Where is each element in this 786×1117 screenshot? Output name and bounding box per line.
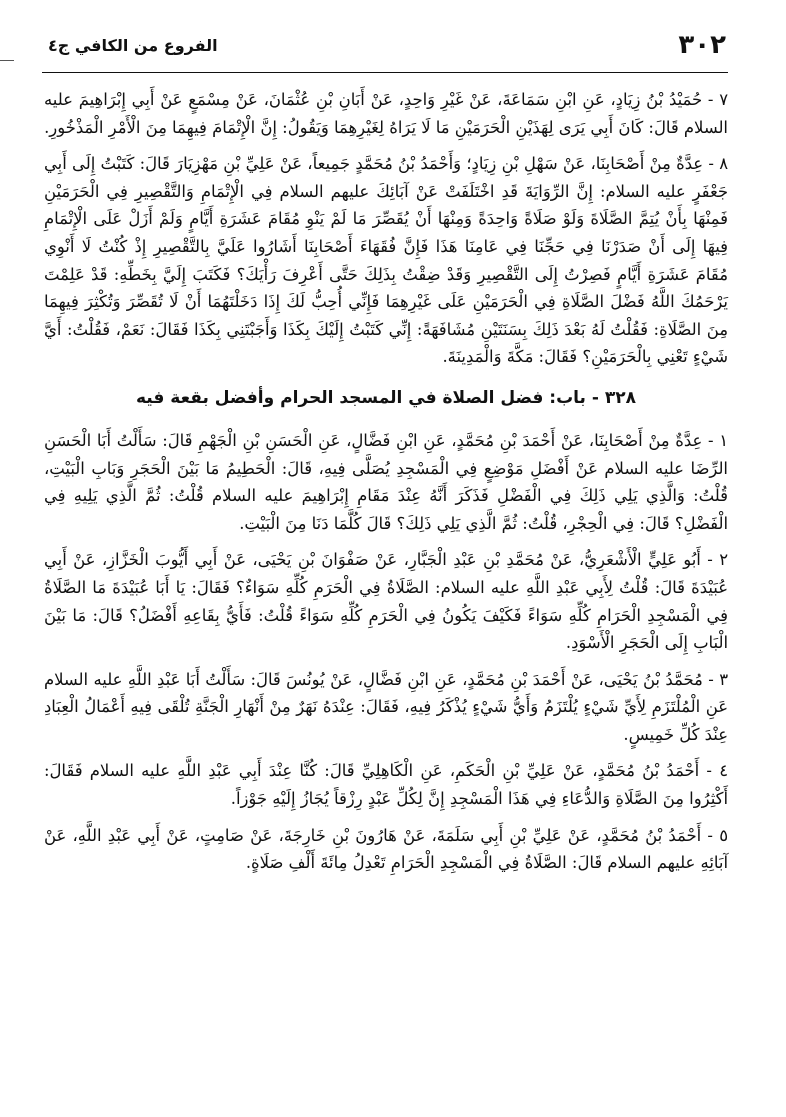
running-title: الفروع من الكافي ج٤ xyxy=(48,36,218,55)
hadith-paragraph-3: ٣ - مُحَمَّدُ بْنُ يَحْيَى، عَنْ أَحْمَدَ بْنِ مُحَمَّدٍ، عَنِ ابْنِ فَضَّالٍ، عَنْ يُونُسَ قَالَ: سَأَلْتُ أَبَا عَبْدِ اللَّهِ عليه السلام عَنِ الْمُلْتَزَمِ لِأَيِّ شَيْءٍ يُلْتَزَمُ وَأَيُّ شَيْءٍ يُذْكَرُ فِيهِ، فَقَالَ: عِنْدَهُ نَهَرٌ مِنْ أَنْهَارِ الْجَنَّةِ تُلْقَى فِيهِ أَعْمَالُ الْعِبَادِ عِنْدَ كُلِّ خَمِيسٍ. xyxy=(44,669,728,744)
header-rule xyxy=(42,72,728,73)
hadith-paragraph-4: ٤ - أَحْمَدُ بْنُ مُحَمَّدٍ، عَنْ عَلِيِّ بْنِ الْحَكَمِ، عَنِ الْكَاهِلِيِّ قَالَ: كُنَّا عِنْدَ أَبِي عَبْدِ اللَّهِ عليه السلام فَقَالَ: أَكْثِرُوا مِنَ الصَّلَاةِ وَالدُّعَاءِ فِي هَذَا الْمَسْجِدِ إِنَّ لِكُلِّ عَبْدٍ رِزْقاً يُجَازُ إِلَيْهِ جَوْزاً. xyxy=(44,761,728,809)
page-header xyxy=(48,28,726,68)
hadith-paragraph-8: ٨ - عِدَّةٌ مِنْ أَصْحَابِنَا، عَنْ سَهْلِ بْنِ زِيَادٍ؛ وَأَحْمَدُ بْنُ مُحَمَّدٍ جَمِيعاً، عَنْ عَلِيِّ بْنِ مَهْزِيَارَ قَالَ: كَتَبْتُ إِلَى أَبِي جَعْفَرٍ عليه السلام: إِنَّ الرِّوَايَةَ قَدِ اخْتَلَفَتْ عَنْ آبَائِكَ عليهم السلام فِي الْإِتْمَامِ وَالتَّقْصِيرِ فِي الْحَرَمَيْنِ فَمِنْهَا بِأَنْ يُتِمَّ الصَّلَاةَ وَلَوْ صَلَاةً وَاحِدَةً وَمِنْهَا أَنْ يُقَصِّرَ مَا لَمْ يَنْوِ مُقَامَ عَشَرَةِ أَيَّامٍ وَلَمْ أَزَلْ عَلَى الْإِتْمَامِ فِيهَا إِلَى أَنْ صَدَرْنَا فِي حَجِّنَا فِي عَامِنَا هَذَا فَإِنَّ فُقَهَاءَ أَصْحَابِنَا أَشَارُوا عَلَيَّ بِالتَّقْصِيرِ إِذْ كُنْتُ لَا أَنْوِي مُقَامَ عَشَرَةِ أَيَّامٍ فَصِرْتُ إِلَى التَّقْصِيرِ وَقَدْ ضِقْتُ بِذَلِكَ حَتَّى أَعْرِفَ رَأْيَكَ؟ فَكَتَبَ إِلَيَّ بِخَطِّهِ: قَدْ عَلِمْتَ يَرْحَمُكَ اللَّهُ فَضْلَ الصَّلَاةِ فِي الْحَرَمَيْنِ عَلَى غَيْرِهِمَا فَإِنِّي أُحِبُّ لَكَ إِذَا دَخَلْتَهُمَا أَنْ لَا تُقَصِّرَ وَتُكْثِرَ فِيهِمَا مِنَ الصَّلَاةِ: فَقُلْتُ لَهُ بَعْدَ ذَلِكَ بِسَنَتَيْنِ مُشَافَهَةً: إِنِّي كَتَبْتُ إِلَيْكَ بِكَذَا وَأَجَبْتَنِي بِكَذَا فَقَالَ: نَعَمْ، فَقُلْتُ: أَيَّ شَيْءٍ تَعْنِي بِالْحَرَمَيْنِ؟ فَقَالَ: مَكَّةَ وَالْمَدِينَةَ. xyxy=(44,154,728,367)
hadith-paragraph-2: ٢ - أَبُو عَلِيٍّ الْأَشْعَرِيُّ، عَنْ مُحَمَّدِ بْنِ عَبْدِ الْجَبَّارِ، عَنْ صَفْوَانَ بْنِ يَحْيَى، عَنْ أَبِي أَيُّوبَ الْخَزَّازِ، عَنْ أَبِي عُبَيْدَةَ قَالَ: قُلْتُ لِأَبِي عَبْدِ اللَّهِ عليه السلام: الصَّلَاةُ فِي الْحَرَمِ كُلِّهِ سَوَاءٌ؟ فَقَالَ: يَا أَبَا عُبَيْدَةَ مَا الصَّلَاةُ فِي الْمَسْجِدِ الْحَرَامِ كُلِّهِ سَوَاءً فَكَيْفَ يَكُونُ فِي الْحَرَمِ كُلِّهِ سَوَاءً قُلْتُ: فَأَيُّ بِقَاعِهِ أَفْضَلُ؟ قَالَ: مَا بَيْنَ الْبَابِ إِلَى الْحَجَرِ الْأَسْوَدِ. xyxy=(44,550,728,653)
main-text xyxy=(44,86,728,886)
hadith-paragraph-1: ١ - عِدَّةٌ مِنْ أَصْحَابِنَا، عَنْ أَحْمَدَ بْنِ مُحَمَّدٍ، عَنِ ابْنِ فَضَّالٍ، عَنِ الْحَسَنِ بْنِ الْجَهْمِ قَالَ: سَأَلْتُ أَبَا الْحَسَنِ الرِّضَا عليه السلام عَنْ أَفْضَلِ مَوْضِعٍ فِي الْمَسْجِدِ يُصَلَّى فِيهِ، قَالَ: الْحَطِيمُ مَا بَيْنَ الْحَجَرِ وَبَابِ الْبَيْتِ، قُلْتُ: وَالَّذِي يَلِي ذَلِكَ فِي الْفَضْلِ فَذَكَرَ أَنَّهُ عِنْدَ مَقَامِ إِبْرَاهِيمَ عليه السلام قُلْتُ: ثُمَّ الَّذِي يَلِيهِ فِي الْفَضْلِ؟ قَالَ: فِي الْحِجْرِ، قُلْتُ: ثُمَّ الَّذِي يَلِي ذَلِكَ؟ قَالَ كُلَّمَا دَنَا مِنَ الْبَيْتِ. xyxy=(44,430,728,533)
page-number: ٣٠٢ xyxy=(678,30,726,60)
margin-mark xyxy=(0,60,14,61)
hadith-paragraph-5: ٥ - أَحْمَدُ بْنُ مُحَمَّدٍ، عَنْ عَلِيِّ بْنِ أَبِي سَلَمَةَ، عَنْ هَارُونَ بْنِ خَارِجَةَ، عَنْ صَامِتٍ، عَنْ أَبِي عَبْدِ اللَّهِ، عَنْ آبَائِهِ عليهم السلام قَالَ: الصَّلَاةُ فِي الْمَسْجِدِ الْحَرَامِ تَعْدِلُ مِائَةَ أَلْفِ صَلَاةٍ. xyxy=(44,825,728,873)
hadith-paragraph-7: ٧ - حُمَيْدُ بْنُ زِيَادٍ، عَنِ ابْنِ سَمَاعَةَ، عَنْ غَيْرِ وَاحِدٍ، عَنْ أَبَانِ بْنِ عُثْمَانَ، عَنْ مِسْمَعٍ عَنْ أَبِي إِبْرَاهِيمَ عليه السلام قَالَ: كَانَ أَبِي يَرَى لِهَذَيْنِ الْحَرَمَيْنِ مَا لَا يَرَاهُ لِغَيْرِهِمَا وَيَقُولُ: إِنَّ الْإِتْمَامَ فِيهِمَا مِنَ الْأَمْرِ الْمَذْخُورِ. xyxy=(44,90,728,137)
chapter-heading: ٣٢٨ - باب: فضل الصلاة في المسجد الحرام وأفضل بقعة فيه xyxy=(136,387,636,408)
